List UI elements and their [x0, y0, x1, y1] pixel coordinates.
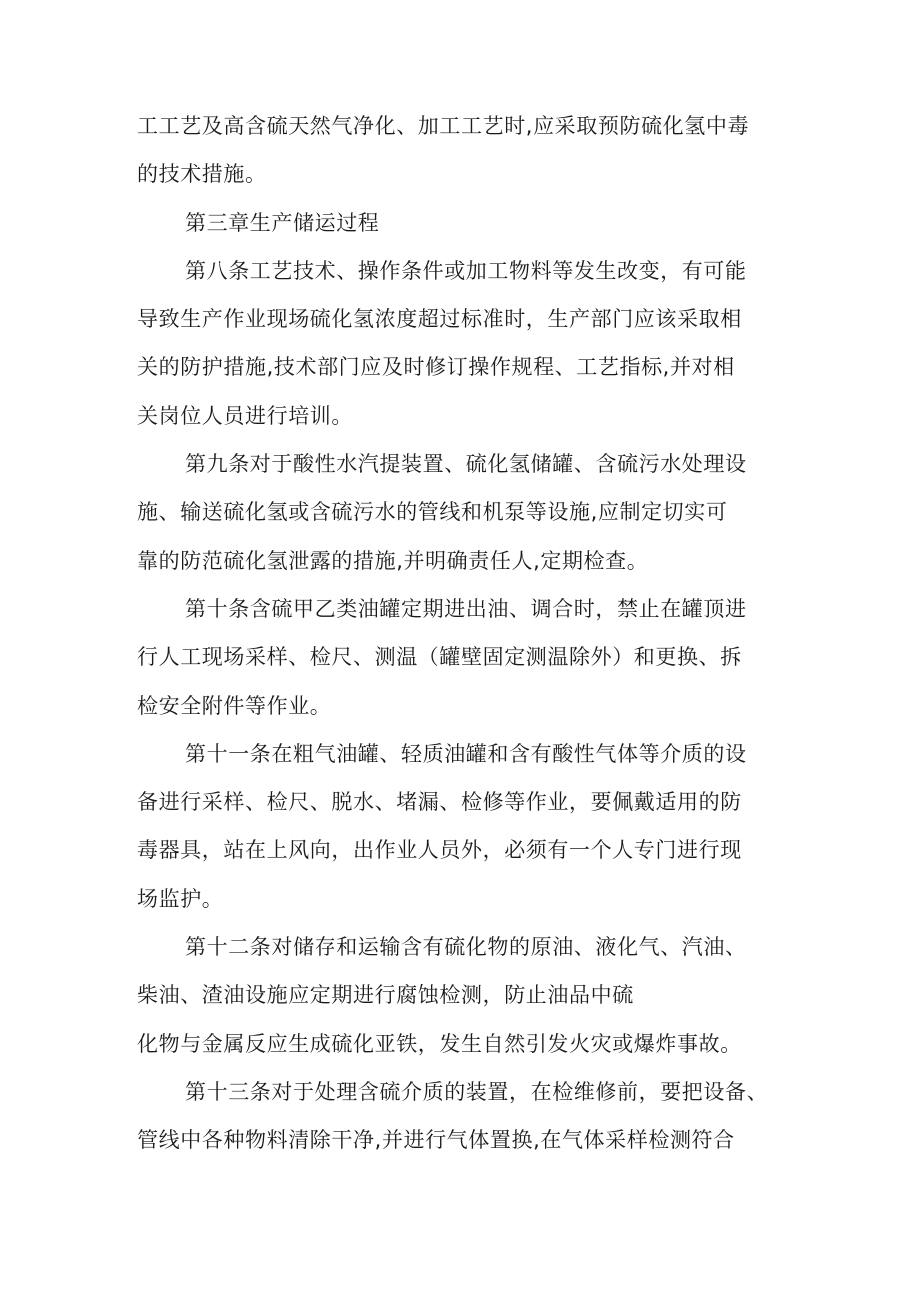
text-line: 备进行采样、检尺、脱水、堵漏、检修等作业，要佩戴适用的防 [137, 790, 742, 815]
text-line: 第十条含硫甲乙类油罐定期进出油、调合时，禁止在罐顶进 [185, 596, 747, 621]
text-line: 毒器具，站在上风向，出作业人员外，必须有一个人专门进行现 [137, 838, 742, 863]
text-line: 关岗位人员进行培训。 [137, 403, 353, 428]
text-line: 靠的防范硫化氢泄露的措施,并明确责任人,定期检查。 [137, 548, 649, 573]
text-line: 工工艺及高含硫天然气净化、加工工艺时,应采取预防硫化氢中毒 [137, 114, 750, 138]
text-line: 第八条工艺技术、操作条件或加工物料等发生改变，有可能 [185, 258, 747, 283]
text-line: 检安全附件等作业。 [137, 693, 332, 718]
text-line: 场监护。 [137, 886, 224, 911]
chapter-heading: 第三章生产储运过程 [185, 210, 380, 235]
text-line: 第十二条对储存和运输含有硫化物的原油、液化气、汽油、 [185, 935, 747, 960]
text-line: 柴油、渣油设施应定期进行腐蚀检测，防止油品中硫 [137, 983, 634, 1008]
text-line: 的技术措施。 [137, 162, 267, 187]
text-line: 化物与金属反应生成硫化亚铁，发生自然引发火灾或爆炸事故。 [137, 1031, 742, 1056]
text-line: 关的防护措施,技术部门应及时修订操作规程、工艺指标,并对相 [137, 355, 735, 380]
text-line: 行人工现场采样、检尺、测温（罐壁固定测温除外）和更换、拆 [137, 645, 742, 670]
text-line: 第十一条在粗气油罐、轻质油罐和含有酸性气体等介质的设 [185, 741, 747, 766]
text-line: 第九条对于酸性水汽提装置、硫化氢储罐、含硫污水处理设 [185, 452, 747, 477]
text-line: 导致生产作业现场硫化氢浓度超过标准时，生产部门应该采取相 [137, 307, 742, 332]
text-line: 第十三条对于处理含硫介质的装置，在检维修前，要把设备、 [185, 1079, 769, 1104]
text-line: 施、输送硫化氢或含硫污水的管线和机泵等设施,应制定切实可 [137, 500, 728, 525]
text-line: 管线中各种物料清除干净,并进行气体置换,在气体采样检测符合 [137, 1128, 735, 1153]
body-text [137, 102, 797, 1165]
